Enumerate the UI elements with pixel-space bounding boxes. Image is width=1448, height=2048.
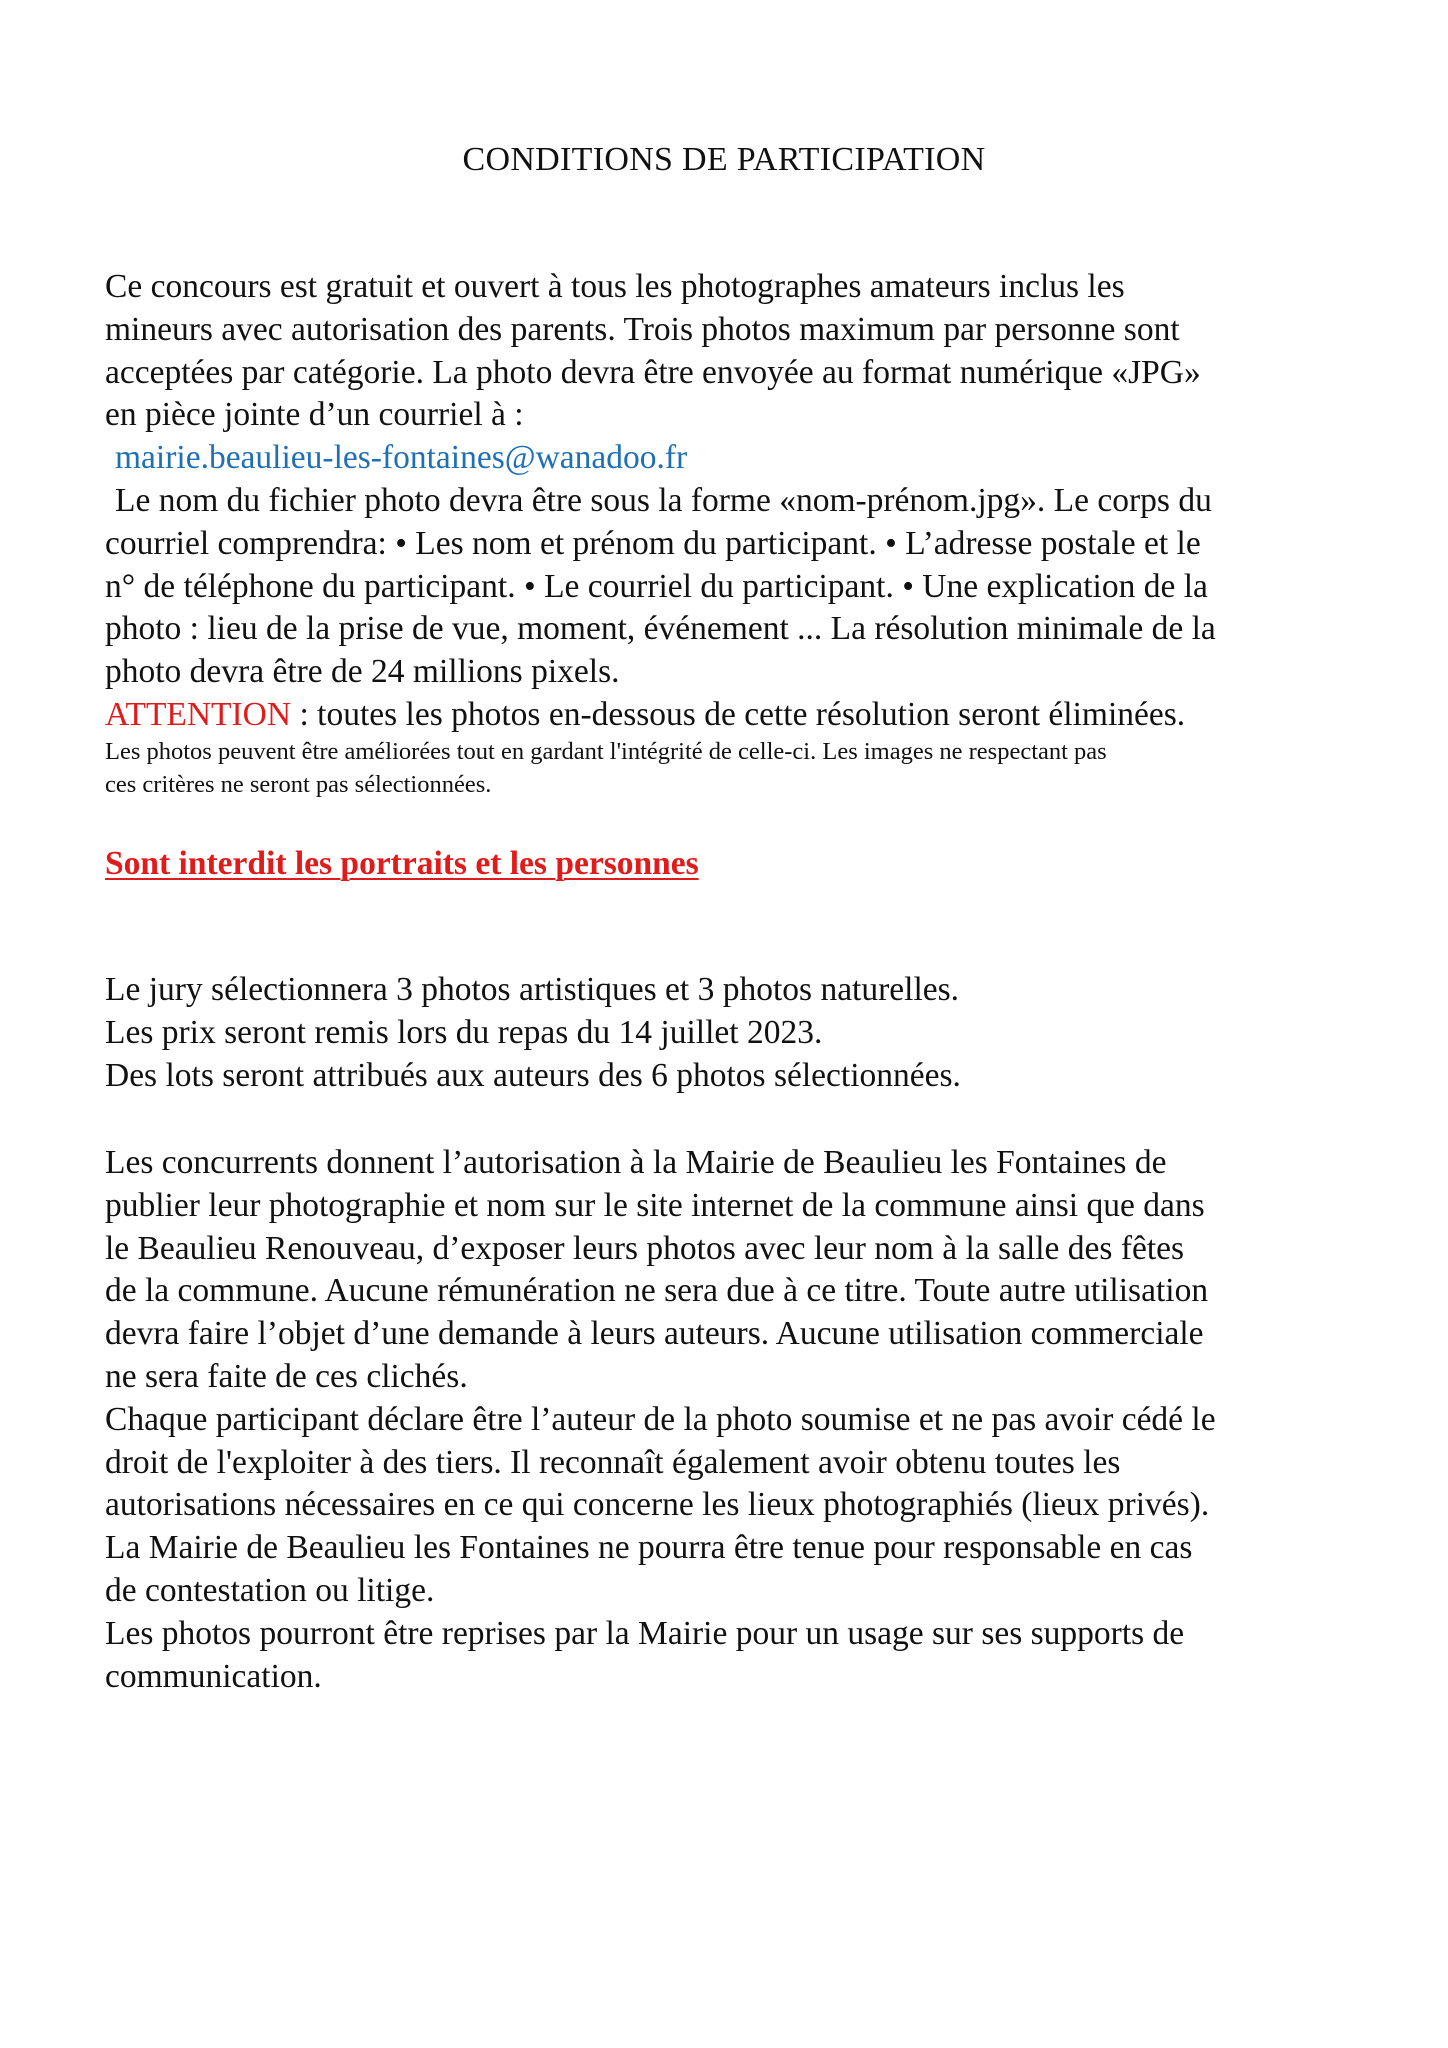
rights-line: communication.: [105, 1657, 322, 1695]
email-link[interactable]: mairie.beaulieu-les-fontaines@wanadoo.fr: [115, 439, 688, 477]
rights-section: [105, 1142, 1353, 1698]
intro-line: courriel comprendra: • Les nom et prénom du participant. • L’adresse postale et le: [105, 524, 1201, 562]
rights-line: le Beaulieu Renouveau, d’exposer leurs photos avec leur nom à la salle des fêtes: [105, 1229, 1185, 1267]
jury-line: Les prix seront remis lors du repas du 14 juillet 2023.: [105, 1013, 823, 1051]
rights-line: droit de l'exploiter à des tiers. Il reconnaît également avoir obtenu toutes les: [105, 1443, 1121, 1481]
rights-line: Les photos pourront être reprises par la Mairie pour un usage sur ses supports de: [105, 1614, 1185, 1652]
rights-line: publier leur photographie et nom sur le site internet de la commune ainsi que dans: [105, 1186, 1205, 1224]
attention-line: [105, 694, 1353, 737]
intro-line: photo devra être de 24 millions pixels.: [105, 653, 620, 691]
intro-line: en pièce jointe d’un courriel à :: [105, 396, 524, 434]
rights-line: devra faire l’objet d’une demande à leurs auteurs. Aucune utilisation commerciale: [105, 1315, 1204, 1353]
small-note: [105, 735, 1353, 801]
rights-line: Chaque participant déclare être l’auteur de la photo soumise et ne pas avoir cédé le: [105, 1400, 1216, 1438]
intro-section: [105, 266, 1353, 737]
jury-section: [105, 969, 1353, 1097]
intro-line: mineurs avec autorisation des parents. Trois photos maximum par personne sont: [105, 310, 1180, 348]
intro-line: acceptées par catégorie. La photo devra être envoyée au format numérique «JPG»: [105, 353, 1201, 391]
rights-line: de la commune. Aucune rémunération ne sera due à ce titre. Toute autre utilisation: [105, 1272, 1209, 1310]
rights-line: ne sera faite de ces clichés.: [105, 1357, 468, 1395]
rights-line: La Mairie de Beaulieu les Fontaines ne pourra être tenue pour responsable en cas: [105, 1529, 1193, 1567]
jury-line: Des lots seront attribués aux auteurs des 6 photos sélectionnées.: [105, 1056, 961, 1094]
rights-line: de contestation ou litige.: [105, 1571, 435, 1609]
small-note-line: ces critères ne seront pas sélectionnées.: [105, 771, 492, 798]
intro-line: photo : lieu de la prise de vue, moment, événement ... La résolution minimale de la: [105, 610, 1216, 648]
rights-line: Les concurrents donnent l’autorisation à la Mairie de Beaulieu les Fontaines de: [105, 1144, 1167, 1181]
attention-label: ATTENTION: [105, 695, 292, 733]
intro-line: Ce concours est gratuit et ouvert à tous les photographes amateurs inclus les: [105, 268, 1125, 305]
jury-line: Le jury sélectionnera 3 photos artistiques et 3 photos naturelles.: [105, 971, 960, 1008]
rights-line: autorisations nécessaires en ce qui concerne les lieux photographiés (lieux privés).: [105, 1486, 1210, 1524]
intro-line: Le nom du fichier photo devra être sous la forme «nom-prénom.jpg». Le corps du: [115, 481, 1212, 519]
page-title: CONDITIONS DE PARTICIPATION: [462, 141, 986, 178]
warning-heading: Sont interdit les portraits et les personnes: [105, 845, 699, 882]
small-note-line: Les photos peuvent être améliorées tout en gardant l'intégrité de celle-ci. Les images ne respectant pas: [105, 738, 1107, 765]
email-line: [105, 437, 1353, 480]
attention-text: : toutes les photos en-dessous de cette résolution seront éliminées.: [291, 695, 1186, 733]
intro-line: n° de téléphone du participant. • Le courriel du participant. • Une explication de la: [105, 567, 1208, 605]
